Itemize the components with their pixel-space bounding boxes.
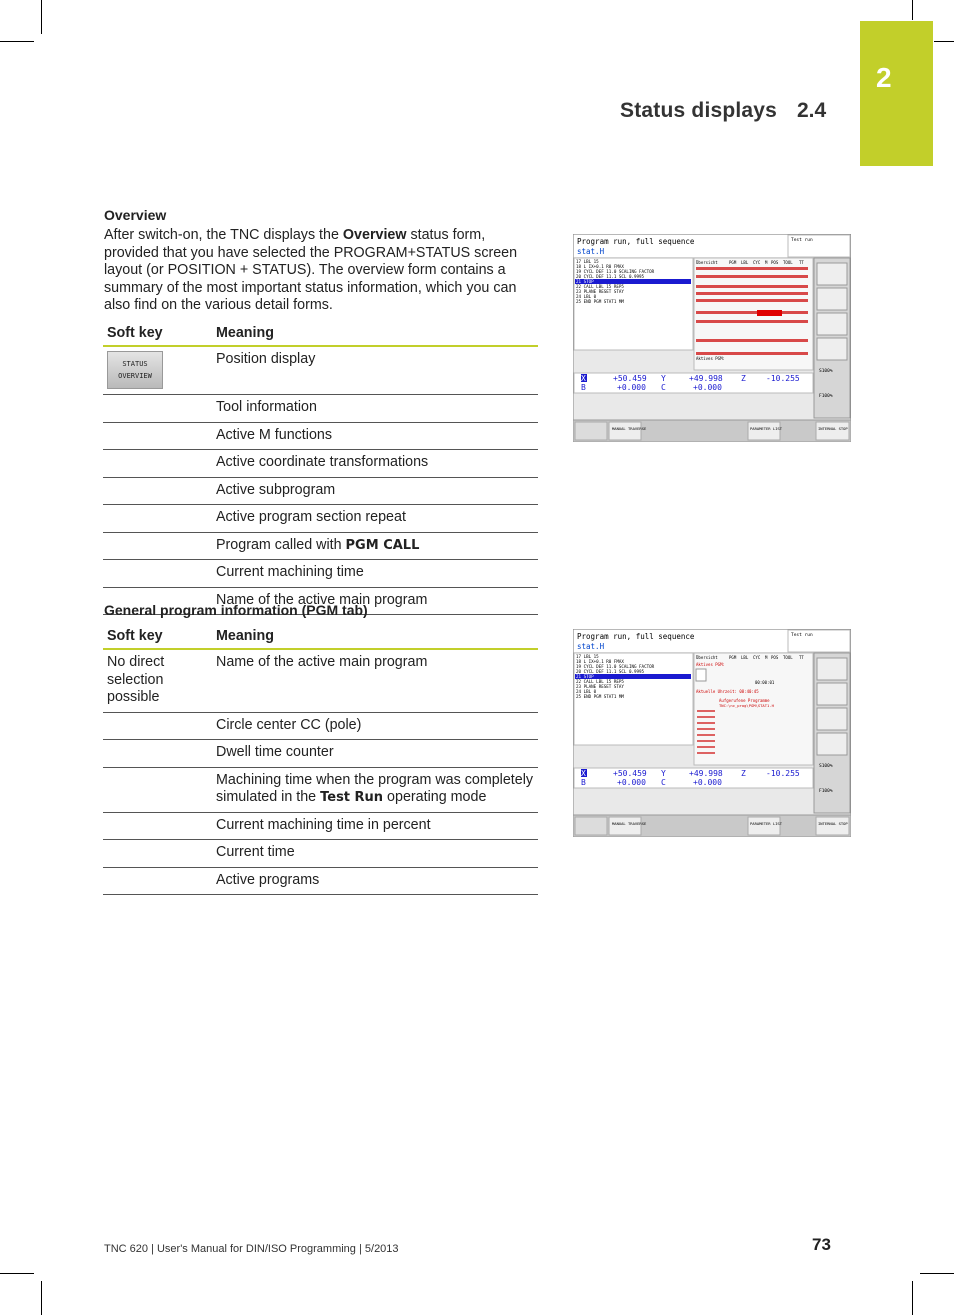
status-tab: TT [799,655,804,660]
status-tab: Übersicht [696,655,718,660]
pos-c: +0.000 [693,383,722,392]
parameter-list-softkey[interactable] [748,817,780,835]
col-softkey: Soft key [103,321,212,346]
svg-text:B: B [581,383,586,392]
screen-title: Program run, full sequence [577,632,695,641]
overview-table [103,321,538,615]
chapter-tab [860,21,933,166]
table-row: Active program section repeat [212,505,538,533]
program-line: 17 LBL 15 [576,259,599,264]
svg-text:X: X [581,769,586,778]
table-row: Active M functions [212,422,538,450]
screen-file: stat.H [577,642,605,651]
program-line: 20 CYCL DEF 11.1 SCL 0.9995 [576,274,645,279]
axis-softkey[interactable] [817,338,847,360]
program-line: 19 CYCL DEF 11.0 SCALING FACTOR [576,664,655,669]
col-meaning: Meaning [212,624,538,649]
table-row: Machining time when the program was completely simulated in the Test Run operating mode [212,767,538,812]
table-row: Name of the active main program [212,587,538,615]
pos-b: +0.000 [617,778,646,787]
pgm-current-time: Aktuelle Uhrzeit: 08:40:45 [696,689,759,694]
page-number: 73 [812,1235,831,1254]
pgm-time: 00:00:01 [755,680,775,685]
pos-y: +49.998 [689,769,723,778]
svg-text:INTERNAL STOP: INTERNAL STOP [818,426,848,431]
program-line: 22 CALL LBL 15 REP5 [576,284,624,289]
table-row: Active coordinate transformations [212,450,538,478]
table-row: Name of the active main program [212,649,538,712]
program-line: 25 END PGM STAT1 MM [576,299,624,304]
overview-paragraph: After switch-on, the TNC displays the Overview status form, provided that you have selected the PROGRAM+STATUS screen layout (or POSITION + STATUS). The overview form contains a summary of the most important status information, which you can also find on the various detail forms. [104,227,518,314]
axis-softkey[interactable] [817,708,847,730]
section-number: 2.4 [797,99,827,122]
status-tab: TOOL [783,655,793,660]
svg-text:X: X [581,374,586,383]
pos-c: +0.000 [693,778,722,787]
program-line: 17 LBL 15 [576,654,599,659]
pgm-active-label: Aktives PGM: [696,356,725,361]
pos-z: -10.255 [766,769,800,778]
axis-softkey[interactable] [817,733,847,755]
pgm-called-label: Aufgerufene Programme [719,698,770,703]
crop-mark [934,41,954,42]
pgm-path: TNC:\nc_prog\PGM\STAT1.H [719,703,774,708]
overview-heading: Overview [104,207,167,223]
table-row: Tool information [212,395,538,423]
program-line: 24 LBL 0 [576,294,597,299]
status-overview-softkey[interactable]: STATUS OVERVIEW [107,351,163,389]
program-line: 23 PLANE RESET STAY [576,289,624,294]
status-tab: CYC [753,260,761,265]
svg-text:MANUAL TRAVERSE: MANUAL TRAVERSE [612,821,647,826]
program-line: 20 CYCL DEF 11.1 SCL 0.9995 [576,669,645,674]
chapter-number: 2 [876,62,892,93]
program-line-active: 21 STOP [576,674,594,679]
page-title: Status displays [620,99,778,122]
table-row: Active programs [212,867,538,895]
status-tab: PGM [729,655,737,660]
axis-softkey[interactable] [817,288,847,310]
parameter-list-softkey[interactable] [748,422,780,440]
table-row: Current machining time [212,560,538,588]
no-softkey-note: No direct selection possible [103,649,212,712]
table-row: Dwell time counter [212,740,538,768]
crop-mark [41,1281,42,1315]
table-row: Active subprogram [212,477,538,505]
status-tab: LBL [741,260,749,265]
table-row: Current time [212,840,538,868]
table-row: Program called with PGM CALL [212,532,538,560]
status-tab: PGM [729,260,737,265]
svg-text:Z: Z [741,374,746,383]
internal-stop-softkey[interactable] [816,422,849,440]
s-override: S100% [819,369,833,374]
pos-b: +0.000 [617,383,646,392]
status-tab: POS [771,260,779,265]
manual-traverse-softkey[interactable] [609,422,641,440]
status-tab: CYC [753,655,761,660]
svg-text:Y: Y [661,374,666,383]
screen-mode: Test run [791,238,813,243]
program-line: 25 END PGM STAT1 MM [576,694,624,699]
manual-traverse-softkey[interactable] [609,817,641,835]
crop-mark [920,1273,954,1274]
crop-mark [41,0,42,34]
pos-y: +49.998 [689,374,723,383]
col-meaning: Meaning [212,321,538,346]
status-tab: POS [771,655,779,660]
pos-z: -10.255 [766,374,800,383]
f-override: F100% [819,789,833,794]
svg-text:PARAMETER LIST: PARAMETER LIST [750,821,783,826]
svg-text:Y: Y [661,769,666,778]
status-tab: Übersicht [696,260,718,265]
program-line: 18 L IX+0.1 R0 FMAX [576,264,624,269]
pos-x: +50.459 [613,769,647,778]
screen-file: stat.H [577,247,605,256]
bottom-softkey[interactable] [575,422,607,440]
pos-x: +50.459 [613,374,647,383]
program-line: 23 PLANE RESET STAY [576,684,624,689]
program-line: 22 CALL LBL 15 REP5 [576,679,624,684]
status-overview-screenshot [573,234,851,442]
pgm-table [103,624,538,895]
svg-text:B: B [581,778,586,787]
status-tab: LBL [741,655,749,660]
crop-mark [0,41,34,42]
crop-mark [0,1273,34,1274]
program-line: 19 CYCL DEF 11.0 SCALING FACTOR [576,269,655,274]
svg-text:PARAMETER LIST: PARAMETER LIST [750,426,783,431]
program-line: 24 LBL 0 [576,689,597,694]
status-tab: TOOL [783,260,793,265]
svg-text:C: C [661,778,666,787]
footer-text: TNC 620 | User's Manual for DIN/ISO Programming | 5/2013 [104,1243,399,1255]
s-override: S100% [819,764,833,769]
program-line: 18 L IX+0.1 R0 FMAX [576,659,624,664]
crop-mark [912,1281,913,1315]
axis-softkey[interactable] [817,658,847,680]
table-row: Circle center CC (pole) [212,712,538,740]
status-tab: M [765,655,768,660]
axis-softkey[interactable] [817,683,847,705]
bottom-softkey[interactable] [575,817,607,835]
status-tab: TT [799,260,804,265]
svg-text:Z: Z [741,769,746,778]
table-row: Position display [212,346,538,395]
program-line-active: 21 STOP [576,279,594,284]
pgm-tab-screenshot [573,629,851,837]
svg-text:INTERNAL STOP: INTERNAL STOP [818,821,848,826]
table-row: Current machining time in percent [212,812,538,840]
col-softkey: Soft key [103,624,212,649]
status-tab: M [765,260,768,265]
axis-softkey[interactable] [817,313,847,335]
pgm-active-label: Aktives PGM: [696,662,725,667]
crop-mark [912,0,913,20]
screen-title: Program run, full sequence [577,237,695,246]
svg-text:C: C [661,383,666,392]
internal-stop-softkey[interactable] [816,817,849,835]
svg-text:MANUAL TRAVERSE: MANUAL TRAVERSE [612,426,647,431]
pgm-heading: General program information (PGM tab) [104,602,368,618]
axis-softkey[interactable] [817,263,847,285]
f-override: F100% [819,394,833,399]
screen-mode: Test run [791,633,813,638]
